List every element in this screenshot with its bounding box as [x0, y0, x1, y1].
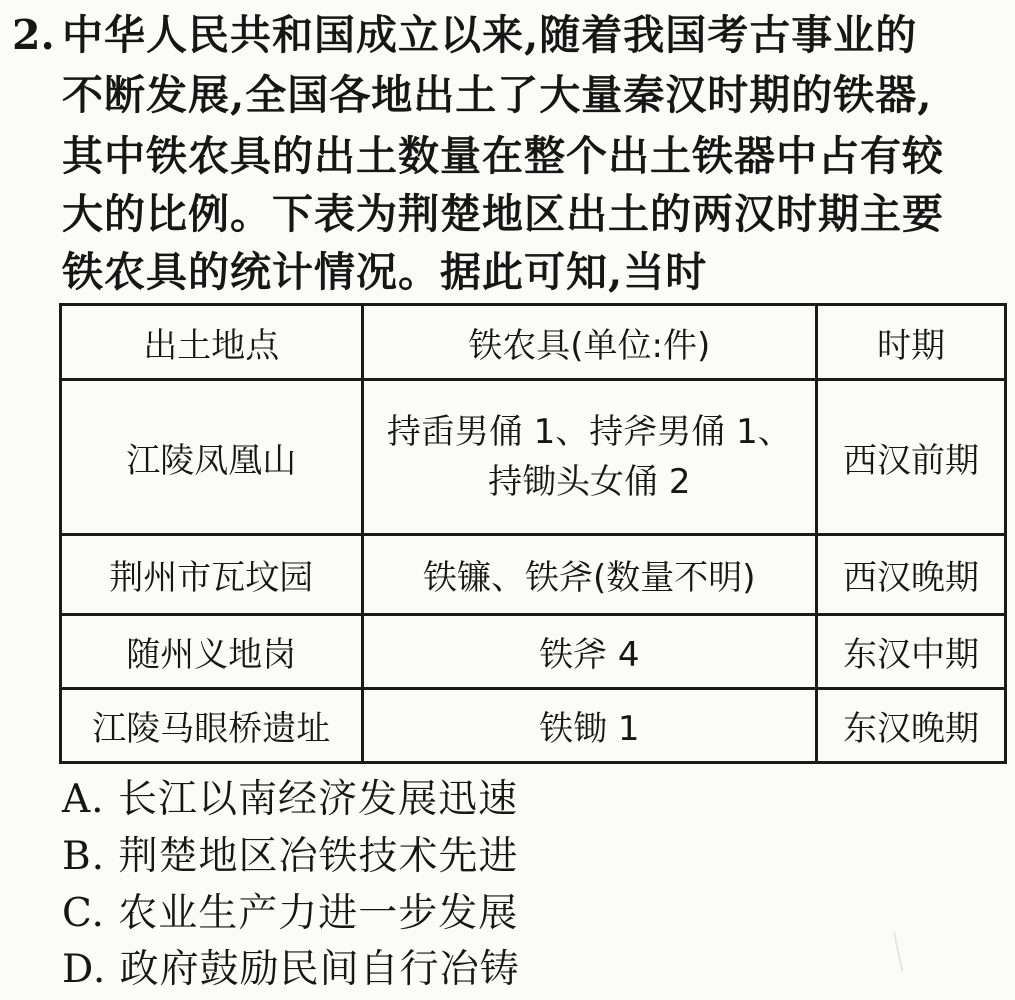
stem-line-3: 其中铁农具的出土数量在整个出土铁器中占有较	[62, 132, 944, 180]
cell-period: 东汉中期	[816, 615, 1005, 689]
table-row	[61, 535, 1006, 615]
stem-line-1: 中华人民共和国成立以来,随着我国考古事业的	[62, 11, 918, 59]
option-d[interactable]: D. 政府鼓励民间自行冶铸	[62, 947, 520, 992]
cell-tools: 铁镰、铁斧(数量不明)	[362, 535, 816, 615]
question-number: 2.	[12, 11, 55, 59]
cell-period: 西汉晚期	[816, 535, 1005, 615]
stem-line-4: 大的比例。下表为荆楚地区出土的两汉时期主要	[62, 190, 944, 238]
option-a[interactable]: A. 长江以南经济发展迅速	[62, 777, 518, 822]
cell-period: 东汉晚期	[816, 689, 1005, 763]
stem-line-2: 不断发展,全国各地出土了大量秦汉时期的铁器,	[62, 71, 933, 119]
cell-tools: 铁锄 1	[362, 689, 816, 763]
cell-place: 江陵凤凰山	[61, 380, 363, 535]
option-b[interactable]: B. 荆楚地区冶铁技术先进	[62, 834, 519, 879]
table-row	[61, 689, 1006, 763]
cell-tools-line-1: 持臿男俑 1、持斧男俑 1、	[386, 412, 792, 452]
table-row	[61, 615, 1006, 689]
cell-tools: 铁斧 4	[362, 615, 816, 689]
option-c[interactable]: C. 农业生产力进一步发展	[62, 891, 519, 936]
scan-smudge	[893, 929, 919, 972]
cell-place: 江陵马眼桥遗址	[61, 689, 363, 763]
cell-tools	[362, 380, 816, 535]
stem-line-5: 铁农具的统计情况。据此可知,当时	[62, 248, 708, 296]
cell-period: 西汉前期	[816, 380, 1005, 535]
cell-tools-line-2: 持锄头女俑 2	[488, 462, 691, 502]
table-header-row	[61, 305, 1006, 380]
cell-place: 荆州市瓦坟园	[61, 535, 363, 615]
header-place: 出土地点	[61, 305, 363, 380]
header-period: 时期	[816, 305, 1005, 380]
table-row	[61, 380, 1006, 535]
cell-place: 随州义地岗	[61, 615, 363, 689]
artifact-table	[59, 303, 1007, 764]
header-tools: 铁农具(单位:件)	[362, 305, 816, 380]
